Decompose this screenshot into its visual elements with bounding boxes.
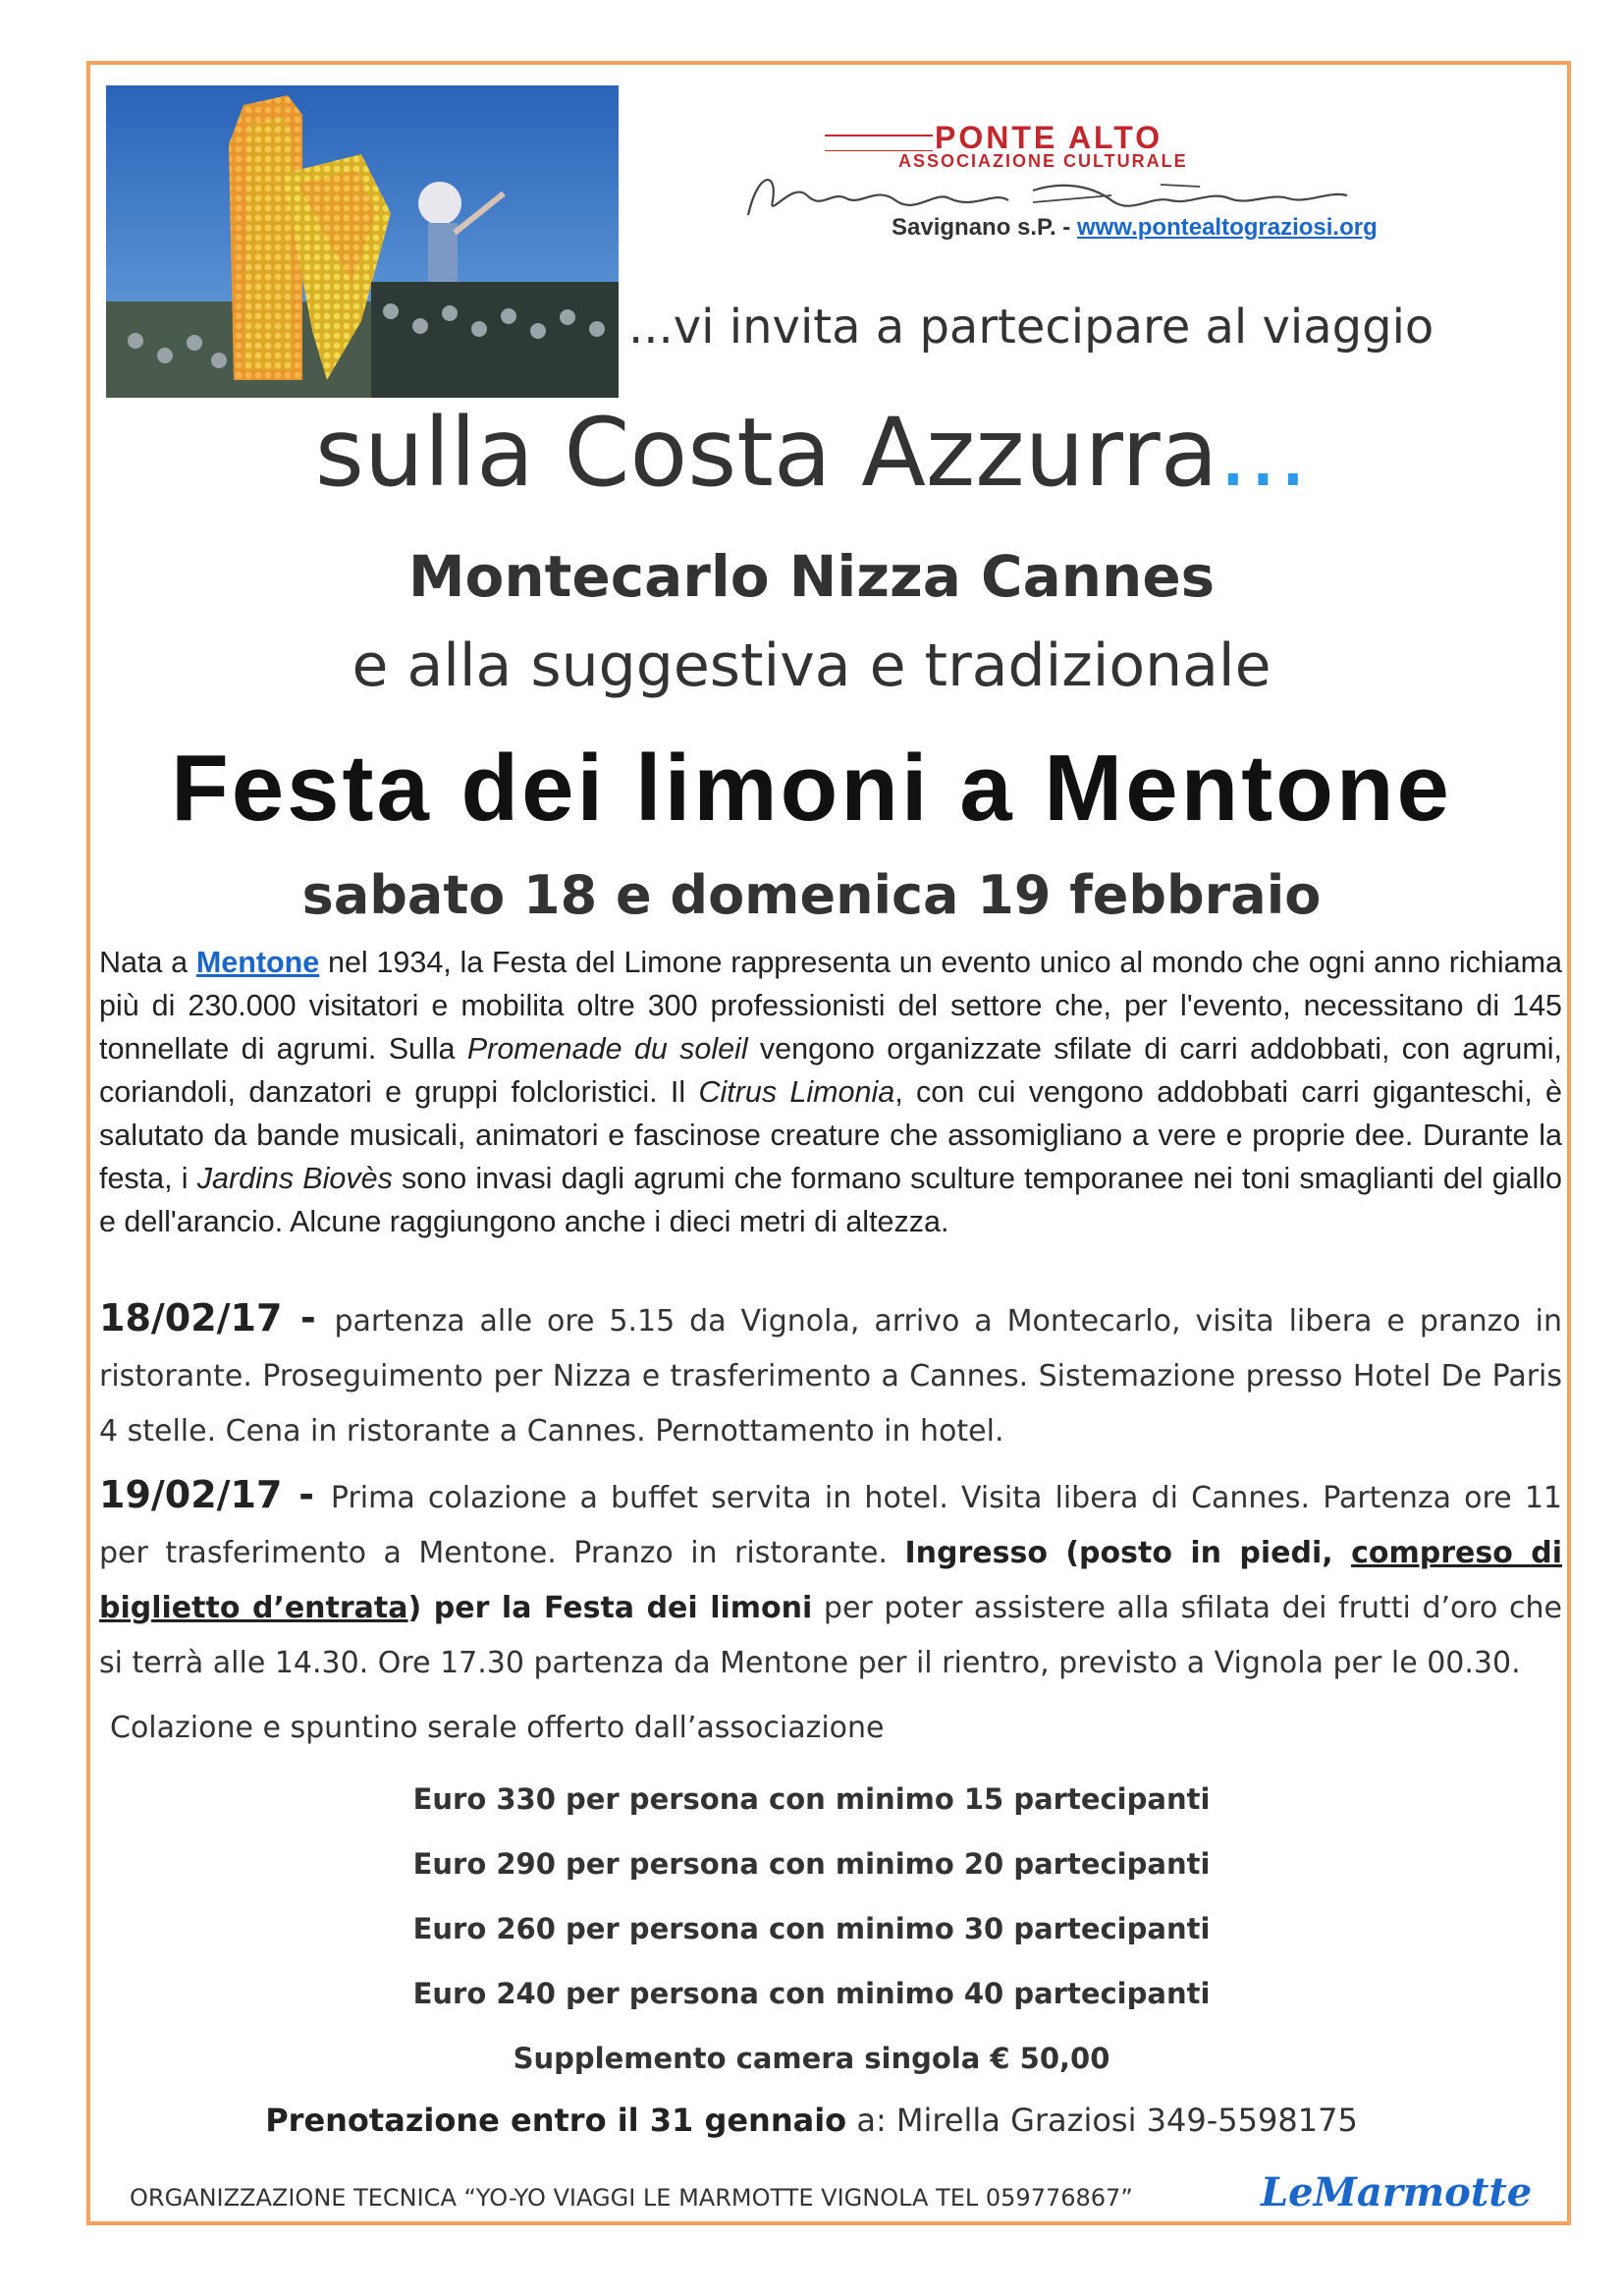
single-room-supplement: Supplemento camera singola € 50,00 (513, 2042, 1110, 2075)
intro-text-3: vengono organizzate sfilate di carri addobbati, con agrumi, coriandoli, danzatori e gruppi folcloristici. Il (99, 1032, 1562, 1109)
breakfast-note: Colazione e spuntino serale offerto dall’associazione (110, 1711, 885, 1745)
le-marmotte-logo (1261, 2159, 1533, 2227)
website-link[interactable]: www.pontealtograziosi.org (1076, 214, 1378, 241)
association-location (892, 214, 1378, 242)
day2-separator: - (282, 1473, 331, 1516)
intro-italic-3: Jardins Biovès (196, 1162, 393, 1195)
intro-paragraph (99, 941, 1562, 1243)
price-line: Euro 260 per persona con minimo 30 partecipanti (412, 1912, 1211, 1945)
headline-text: sulla Costa Azzurra (314, 398, 1218, 508)
day1-text: partenza alle ore 5.15 da Vignola, arrivo a Montecarlo, visita libera e pranzo in ristorante. Proseguimento per Nizza e trasferimento a Cannes. Sistemazione presso Hotel De Paris 4 stelle. Cena in ristorante a Cannes. Pernottamento in hotel. (99, 1304, 1563, 1449)
price-line: Euro 330 per persona con minimo 15 partecipanti (412, 1782, 1211, 1816)
headline-dots: ... (1217, 398, 1309, 508)
intro-text-5: sono invasi dagli agrumi che formano sculture temporanee nei toni smaglianti del giallo e dell'arancio. Alcune raggiungono anche i dieci metri di altezza. (99, 1162, 1562, 1238)
day2-underlined: compreso di biglietto d’entrata (99, 1536, 1562, 1625)
association-logo-lines (825, 135, 933, 151)
day2-text-2: per poter assistere alla sfilata dei frutti d’oro che si terrà alle 14.30. Ore 17.30 partenza da Mentone per il rientro, previsto a Vignola per le 00.30. (99, 1591, 1563, 1680)
intro-text-2: nel 1934, la Festa del Limone rappresenta un evento unico al mondo che ogni anno richiama più di 230.000 visitatori e mobilita oltre 300 professionisti del settore che, per l'evento, necessitano di 145 tonnellate di agrumi. Sulla (99, 946, 1562, 1066)
performer (418, 182, 461, 225)
cities-title: Montecarlo Nizza Cannes (407, 543, 1216, 610)
association-name: PONTE ALTO (935, 120, 1163, 155)
lemon-festival-photo (106, 85, 619, 398)
headline (0, 398, 1623, 508)
booking-contact: a: Mirella Graziosi 349-5598175 (846, 2102, 1358, 2139)
price-line: Euro 290 per persona con minimo 20 partecipanti (412, 1847, 1211, 1881)
day1-separator: - (282, 1296, 335, 1339)
day2-program (99, 1467, 1562, 1691)
photo-illustration (106, 85, 619, 398)
festival-title: Festa dei limoni a Mentone (171, 736, 1452, 841)
event-dates: sabato 18 e domenica 19 febbraio (301, 864, 1322, 926)
day2-bold-1: Ingresso (posto in piedi, (904, 1536, 1352, 1570)
day2-bold-2: ) per la Festa dei limoni (407, 1591, 813, 1625)
booking-deadline: Prenotazione entro il 31 gennaio (265, 2102, 847, 2139)
day1-program (99, 1290, 1562, 1459)
mentone-link[interactable]: Mentone (195, 946, 320, 979)
intro-text-4: , con cui vengono addobbati carri giganteschi, è salutato da bande musicali, animatori e fascinose creature che assomigliano a vere e proprie dee. Durante la festa, i (99, 1075, 1563, 1195)
intro-italic-2: Citrus Limonia (698, 1075, 895, 1109)
invite-text: ...vi invita a partecipare al viaggio (628, 300, 1434, 355)
technical-organization: ORGANIZZAZIONE TECNICA “YO-YO VIAGGI LE MARMOTTE VIGNOLA TEL 059776867” (130, 2184, 1133, 2212)
intro-text-1: Nata a (99, 946, 196, 979)
logo-text: LeMarmotte (1261, 2169, 1533, 2215)
association-subtitle: ASSOCIAZIONE CULTURALE (898, 151, 1188, 171)
price-line: Euro 240 per persona con minimo 40 partecipanti (412, 1977, 1211, 2010)
intro-italic-1: Promenade du soleil (466, 1032, 748, 1066)
subtitle: e alla suggestiva e tradizionale (352, 631, 1271, 700)
day1-date: 18/02/17 (99, 1296, 283, 1339)
day2-date: 19/02/17 (99, 1473, 283, 1516)
day2-text-1: Prima colazione a buffet servita in hotel. Visita libera di Cannes. Partenza ore 11 per trasferimento a Mentone. Pranzo in ristorante. (99, 1481, 1562, 1570)
booking-info (0, 2102, 1623, 2139)
location-text: Savignano s.P. - (892, 214, 1071, 241)
